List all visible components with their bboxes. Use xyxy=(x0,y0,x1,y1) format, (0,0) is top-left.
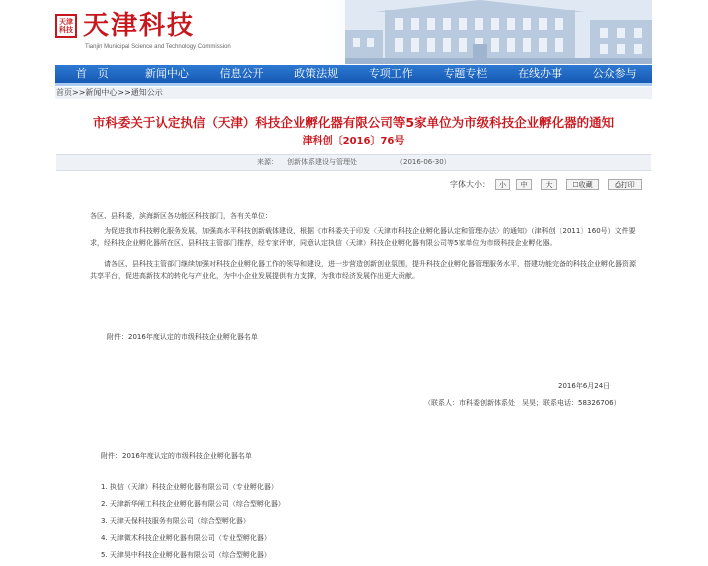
contact-info: （联系人：市科委创新体系处 吴昊；联系电话：58326706） xyxy=(424,399,621,407)
page-container xyxy=(55,0,652,566)
print-icon: ⎙ xyxy=(615,181,621,189)
list-item: 2. 天津新华闸工科技企业孵化器有限公司（综合型孵化器） xyxy=(101,500,285,508)
logo-seal-text: 天津 xyxy=(59,18,73,26)
font-toolbar xyxy=(55,178,643,192)
font-size-label: 字体大小： xyxy=(450,180,490,189)
print-button[interactable] xyxy=(608,179,642,190)
document-number: 津科创〔2016〕76号 xyxy=(302,136,405,147)
nav-item-projects[interactable]: 专项工作 xyxy=(368,67,413,80)
attachment-line: 附件：2016年度认定的市级科技企业孵化器名单 xyxy=(107,333,258,341)
list-item: 4. 天津微术科技企业孵化器有限公司（专业型孵化器） xyxy=(101,534,271,542)
breadcrumb[interactable]: 首页>>新闻中心>>通知公示 xyxy=(55,87,652,99)
nav-item-home[interactable]: 首 页 xyxy=(75,67,109,80)
nav-item-policy[interactable]: 政策法规 xyxy=(294,67,339,80)
nav-item-topics[interactable]: 专题专栏 xyxy=(443,67,488,80)
paragraph: 请各区、县科技主管部门继续加强对科技企业孵化器工作的领导和建设，进一步营造创新创业氛围，提升科技企业孵化器管理服务水平，搭建功能完备的科技企业孵化器资源共享平台，促进高新技术的转化与产业化，为中小企业发展提供有力支撑，为我市经济发展作出更大贡献。 xyxy=(90,260,636,280)
sign-date: 2016年6月24日 xyxy=(558,382,611,390)
paragraph: 为促进我市科技孵化服务发展，加强高水平科技创新载体建设，根据《市科委关于印发〈天津市科技企业孵化器认定和管理办法〉的通知》（津科创〔2011〕160号）文件要求，经科技企业孵化器所在区、县科技主管部门推荐，经专家评审，同意认定执信（天津）科技企业孵化器有限公司等5家单位为市级科技企业孵化器。 xyxy=(90,227,636,247)
list-item: 5. 天津昊中科技企业孵化器有限公司（综合型孵化器） xyxy=(101,551,271,559)
page-title: 市科委关于认定执信（天津）科技企业孵化器有限公司等5家单位为市级科技企业孵化器的通知 xyxy=(92,115,615,130)
building-banner-icon xyxy=(345,0,652,64)
main-nav xyxy=(55,65,652,83)
nav-item-info[interactable]: 信息公开 xyxy=(219,67,264,80)
source-label: 来源： xyxy=(257,158,278,166)
site-logo-title[interactable]: 天津科技 xyxy=(83,11,196,41)
list-item: 1. 执信（天津）科技企业孵化器有限公司（专业孵化器） xyxy=(101,483,278,491)
nav-item-public[interactable]: 公众参与 xyxy=(592,67,637,80)
article-body xyxy=(90,210,642,282)
salutation: 各区、县科委，滨海新区各功能区科技部门，各有关单位： xyxy=(90,212,272,220)
site-logo-subtitle: Tianjin Municipal Science and Technology Commission xyxy=(85,44,231,50)
list-title: 附件：2016年度认定的市级科技企业孵化器名单 xyxy=(101,452,252,460)
site-header xyxy=(55,0,652,64)
source-value: 创新体系建设与管理处 xyxy=(287,158,357,166)
font-small-button[interactable]: 小 xyxy=(495,179,510,190)
nav-item-news[interactable]: 新闻中心 xyxy=(144,67,189,80)
favorite-icon: ☐ xyxy=(572,181,579,189)
font-large-button[interactable]: 大 xyxy=(541,179,557,190)
nav-item-online[interactable]: 在线办事 xyxy=(518,67,563,80)
firm-list xyxy=(101,479,285,564)
list-item: 3. 天津天保科技服务有限公司（综合型孵化器） xyxy=(101,517,250,525)
logo-seal-icon xyxy=(55,14,77,38)
logo-seal-text: 科技 xyxy=(59,26,73,34)
publish-date: （2016-06-30） xyxy=(396,158,451,166)
favorite-button[interactable] xyxy=(566,179,599,190)
print-label: 打印 xyxy=(620,181,635,189)
favorite-label: 收藏 xyxy=(578,181,593,189)
source-bar xyxy=(56,154,651,171)
nav-divider xyxy=(55,83,652,86)
font-medium-button[interactable]: 中 xyxy=(516,179,532,190)
